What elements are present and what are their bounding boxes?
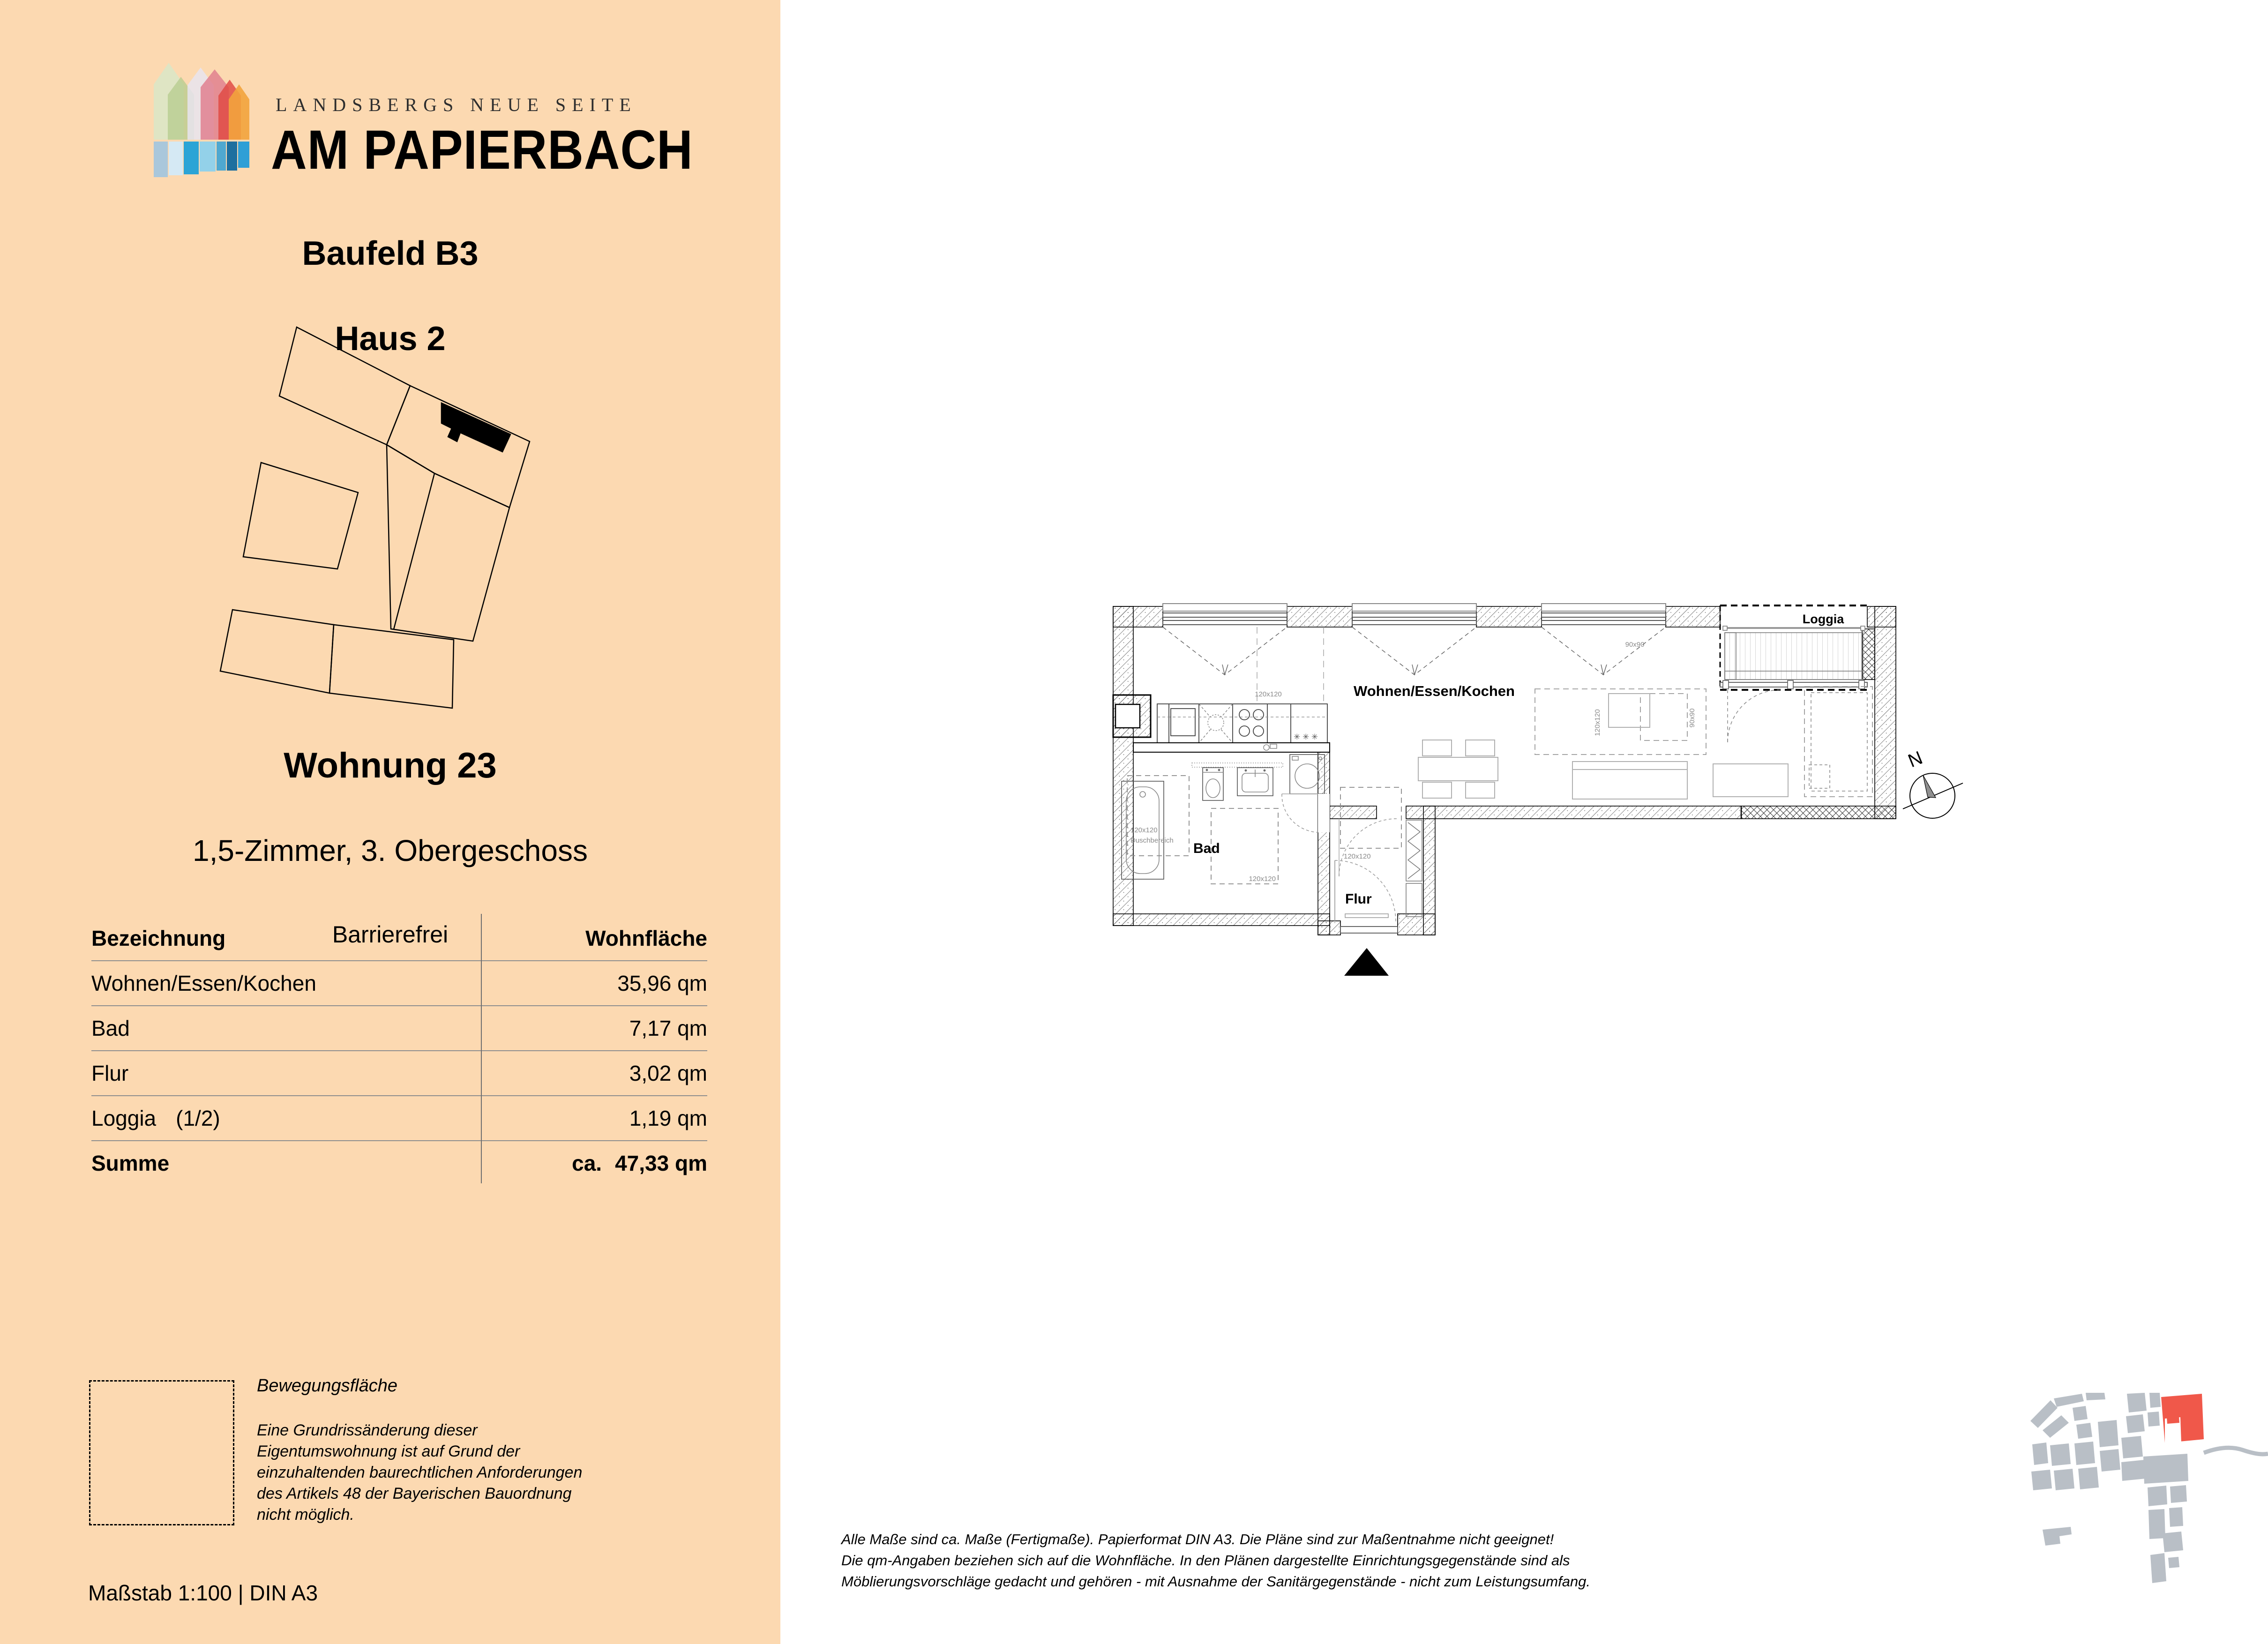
sofa-zone [1535,689,1706,755]
row-value: 7,17 qm [629,1016,707,1040]
kitchen-appliance-icon [1171,709,1195,736]
bathroom [1122,755,1325,879]
logo-brand: AM PAPIERBACH [271,119,693,181]
disclaimer [841,1529,1590,1592]
window-icon [1542,604,1666,625]
bed [1804,687,1872,797]
loggia-door-swing [1728,690,1780,742]
legend-note-line: einzuhaltenden baurechtlichen Anforderungen [257,1464,583,1481]
loggia-label: Loggia [1802,612,1844,626]
col-wohnflaeche: Wohnfläche [585,926,707,950]
flur-label: Flur [1345,891,1372,907]
row-sublabel: (1/2) [176,1106,220,1130]
legend-note-line: Eigentumswohnung ist auf Grund der [257,1442,520,1460]
north-compass-icon [1894,740,2034,862]
row-label: Loggia [91,1106,157,1130]
sofa [1572,762,1687,799]
living-room-label: Wohnen/Essen/Kochen [1354,683,1515,699]
toilet-icon [1203,768,1223,800]
loggia [1720,605,1867,690]
disclaimer-line: Möblierungsvorschläge gedacht und gehören - mit Ausnahme der Sanitärgegenstände - nicht zum Leistungsumfang. [841,1573,1591,1590]
bad-door-swing [1282,794,1330,832]
furniture-dashed [1535,687,1872,797]
dim-120-living: 120x120 [1594,709,1602,736]
disclaimer-line: Die qm-Angaben beziehen sich auf die Wohnfläche. In den Plänen dargestellte Einrichtungsgegenstände sind als [841,1552,1570,1569]
table-column-divider [481,914,482,1183]
legend-note-line: nicht möglich. [257,1506,354,1524]
compass-n-label: N [1905,747,1926,772]
city-map-icon [2029,1393,2268,1644]
wohnung-note: Barrierefrei [332,921,449,948]
window-icon [1352,604,1476,625]
row-label: Flur [91,1061,129,1085]
dining-table [1418,757,1498,781]
sum-label: Summe [91,1151,170,1175]
wohnung-title: Wohnung 23 [284,746,497,785]
dim-90-window: 90x90 [1625,641,1645,649]
wohnung-subtitle: 1,5-Zimmer, 3. Obergeschoss [193,834,588,867]
site-key-plan [211,323,539,717]
table-row [91,961,707,1006]
washbasin-icon [1237,768,1273,796]
legend-note-line: des Artikels 48 der Bayerischen Bauordnung [257,1485,572,1502]
square-90 [1640,694,1687,740]
table-header-row [91,916,707,961]
furniture-solid [1572,694,1788,799]
dim-120-bad: 120x120 [1249,875,1276,883]
area-table [91,916,707,1185]
highlight-block [2161,1394,2204,1443]
flur-door-swing [1339,819,1397,876]
dim-90-living: 90x90 [1688,708,1696,728]
windows [1163,604,1666,625]
window-icon [1163,604,1287,625]
table-sum-row [91,1141,707,1185]
info-sidebar [0,0,780,1644]
table-row [91,1051,707,1096]
dim-120-kitchen: 120x120 [1255,690,1282,698]
row-value: 1,19 qm [629,1106,707,1130]
table-row [91,1006,707,1051]
kitchen-bad-wall [1133,743,1330,752]
dim-120-dusch: 120x120 [1130,826,1158,834]
baufeld-title: Baufeld B3 [302,235,479,272]
haus-title: Haus 2 [335,320,446,358]
shelf [1192,763,1283,767]
dim-120-flur: 120x120 [1344,852,1371,860]
duschbereich-label: Duschbereich [1130,837,1174,844]
legend-note-line: Eine Grundrissänderung dieser [257,1421,478,1439]
disclaimer-line: Alle Maße sind ca. Maße (Fertigmaße). Papierformat DIN A3. Die Pläne sind zur Maßentnahme nicht geeignet! [841,1531,1554,1547]
bad-square [1211,808,1278,884]
row-label: Wohnen/Essen/Kochen [91,971,316,995]
bed-mattress [1811,693,1867,791]
row-value: 35,96 qm [617,971,707,995]
logo-tagline: LANDSBERGS NEUE SEITE [276,94,637,115]
row-value: 3,02 qm [629,1061,707,1085]
bed-pillow [1809,765,1830,788]
entrance-marker [1344,948,1389,976]
bad-label: Bad [1193,841,1220,856]
floor-plan [1111,600,1903,989]
sideboard [1713,764,1788,797]
legend-note [257,1420,582,1525]
papierbach-logo-icon [150,56,256,179]
sum-prefix: ca. [572,1151,602,1175]
bewegungsflaeche-symbol [89,1380,234,1525]
window-swing-marks [1163,627,1666,675]
col-bezeichnung: Bezeichnung [91,926,226,950]
table-row [91,1096,707,1141]
row-label: Bad [91,1016,130,1040]
stove-marks: ✳ ✳ ✳ [1294,732,1318,741]
sum-value: 47,33 qm [615,1151,707,1175]
scale-note: Maßstab 1:100 | DIN A3 [88,1581,318,1605]
legend-title: Bewegungsfläche [257,1376,397,1396]
coffee-table [1609,694,1650,727]
dining-set [1418,740,1498,798]
